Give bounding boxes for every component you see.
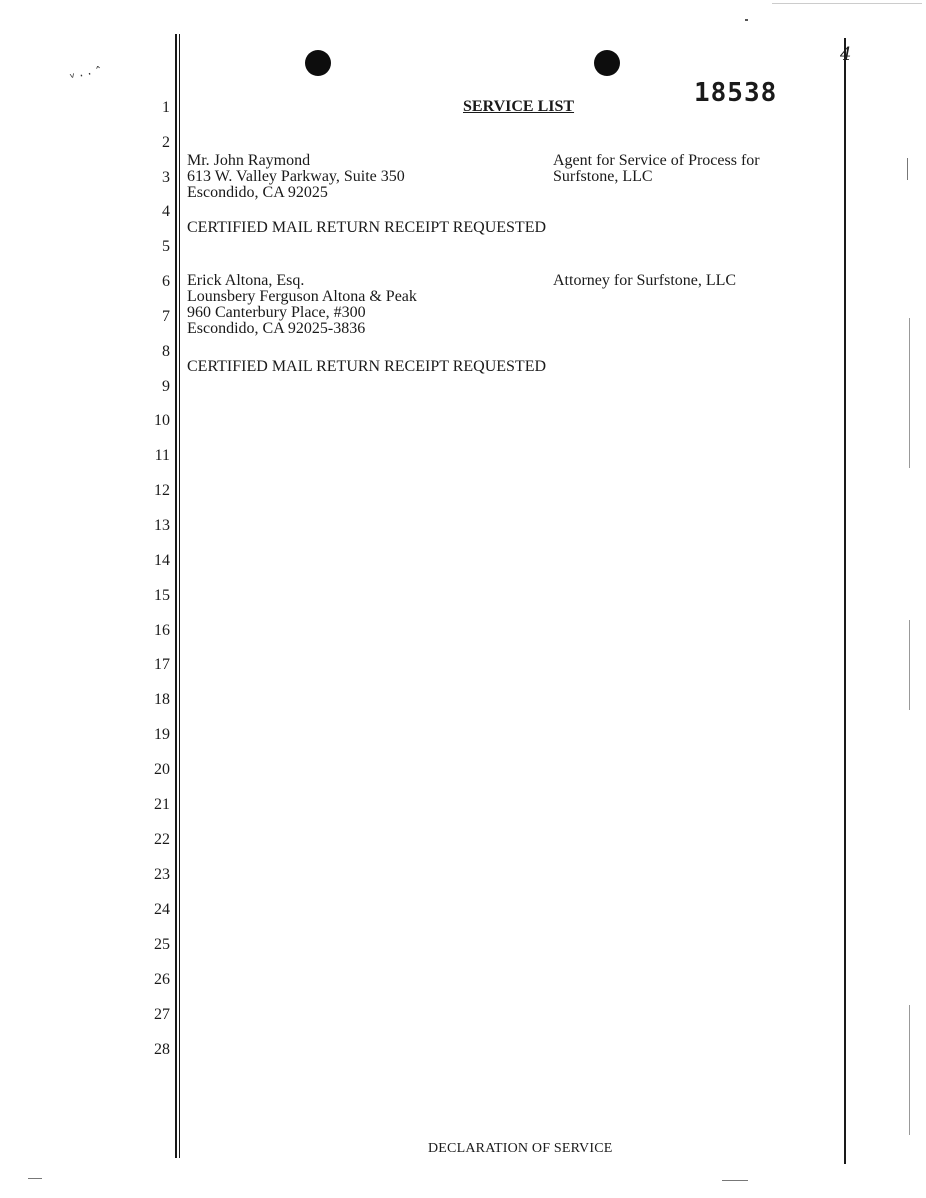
role-line: Surfstone, LLC bbox=[553, 168, 653, 185]
line-number: 24 bbox=[154, 901, 170, 918]
line-number: 3 bbox=[162, 169, 170, 186]
address-line: 613 W. Valley Parkway, Suite 350 bbox=[187, 168, 405, 185]
left-margin-rule bbox=[175, 34, 177, 1158]
scan-edge-line bbox=[909, 318, 910, 468]
line-number: 5 bbox=[162, 238, 170, 255]
recipient-role bbox=[553, 153, 760, 185]
line-number: 8 bbox=[162, 343, 170, 360]
address-line: Lounsbery Ferguson Altona & Peak bbox=[187, 288, 417, 305]
line-number: 28 bbox=[154, 1041, 170, 1058]
scan-edge-line bbox=[909, 620, 910, 710]
line-number: 4 bbox=[162, 203, 170, 220]
line-number: 26 bbox=[154, 971, 170, 988]
line-number: 6 bbox=[162, 273, 170, 290]
line-number: 23 bbox=[154, 866, 170, 883]
line-number: 19 bbox=[154, 726, 170, 743]
handwritten-page-mark: 4 bbox=[840, 44, 852, 65]
line-number: 25 bbox=[154, 936, 170, 953]
recipient-role bbox=[553, 273, 736, 289]
document-number: 18538 bbox=[694, 78, 778, 108]
address-line: Escondido, CA 92025 bbox=[187, 184, 328, 201]
delivery-method: CERTIFIED MAIL RETURN RECEIPT REQUESTED bbox=[187, 358, 547, 375]
scan-edge-line bbox=[772, 3, 922, 4]
line-number: 2 bbox=[162, 134, 170, 151]
line-number: 13 bbox=[154, 517, 170, 534]
scan-edge-line bbox=[907, 158, 908, 180]
hole-punch bbox=[305, 50, 331, 76]
scan-edge-line bbox=[28, 1178, 42, 1179]
scan-mark: ᵛ · · ˆ bbox=[68, 64, 104, 87]
recipient-name: Mr. John Raymond bbox=[187, 152, 311, 169]
line-number: 7 bbox=[162, 308, 170, 325]
line-number: 11 bbox=[154, 447, 170, 464]
line-number: 1 bbox=[162, 99, 170, 116]
scan-edge-line bbox=[722, 1180, 748, 1181]
right-margin-rule bbox=[844, 38, 846, 1164]
line-number: 20 bbox=[154, 761, 170, 778]
line-number: 17 bbox=[154, 656, 170, 673]
line-number: 14 bbox=[154, 552, 170, 569]
role-line: Agent for Service of Process for bbox=[553, 152, 760, 169]
left-margin-rule-inner bbox=[179, 34, 180, 1158]
line-number: 10 bbox=[154, 412, 170, 429]
line-number: 27 bbox=[154, 1006, 170, 1023]
line-number: 16 bbox=[154, 622, 170, 639]
line-number: 15 bbox=[154, 587, 170, 604]
role-line: Attorney for Surfstone, LLC bbox=[553, 272, 737, 289]
delivery-method: CERTIFIED MAIL RETURN RECEIPT REQUESTED bbox=[187, 219, 547, 236]
line-number: 9 bbox=[162, 378, 170, 395]
address-line: Escondido, CA 92025-3836 bbox=[187, 320, 366, 337]
page-title: SERVICE LIST bbox=[463, 98, 575, 115]
address-line: 960 Canterbury Place, #300 bbox=[187, 304, 366, 321]
hole-punch bbox=[594, 50, 620, 76]
recipient-address bbox=[187, 153, 405, 201]
line-number: 12 bbox=[154, 482, 170, 499]
scan-edge-line bbox=[909, 1005, 910, 1135]
line-number: 21 bbox=[154, 796, 170, 813]
line-numbers bbox=[140, 0, 170, 1198]
recipient-address bbox=[187, 273, 417, 337]
line-number: 22 bbox=[154, 831, 170, 848]
recipient-name: Erick Altona, Esq. bbox=[187, 272, 305, 289]
scan-speck bbox=[745, 19, 748, 21]
footer-title: DECLARATION OF SERVICE bbox=[428, 1141, 613, 1156]
line-number: 18 bbox=[154, 691, 170, 708]
